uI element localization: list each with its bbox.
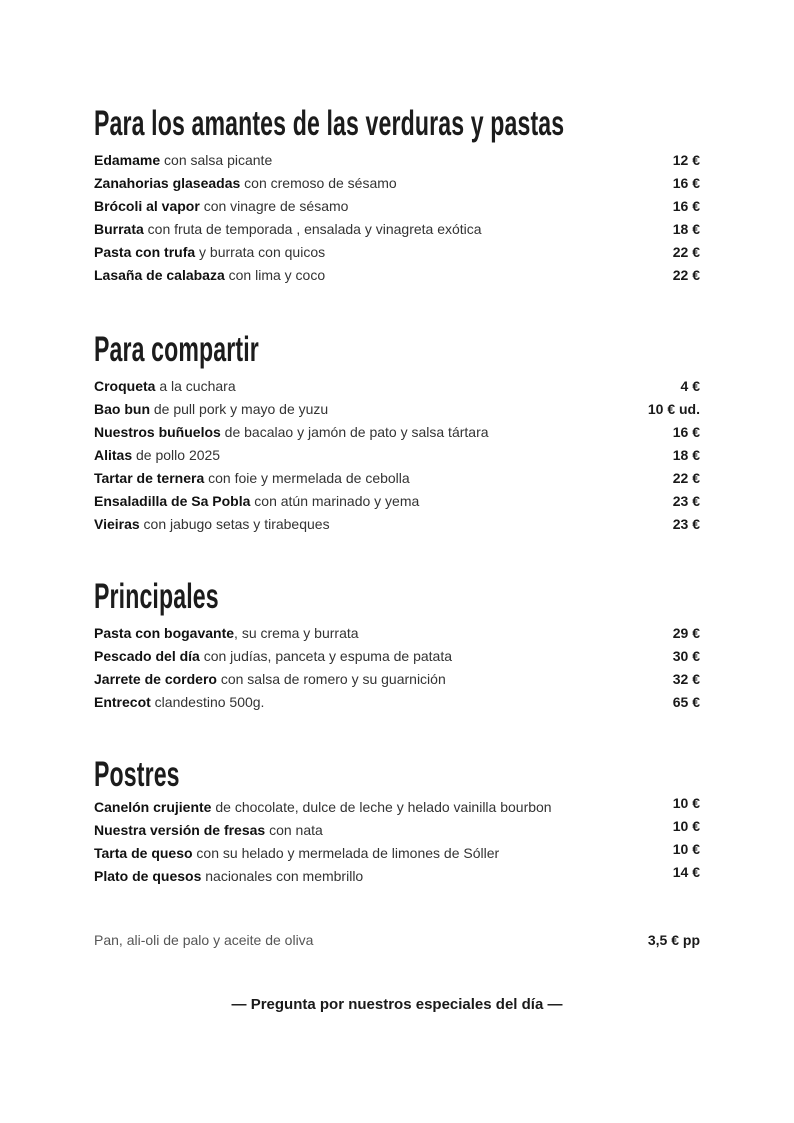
- item-name: Entrecot: [94, 693, 151, 710]
- item-name: Ensaladilla de Sa Pobla: [94, 492, 251, 509]
- section-para-compartir: [94, 330, 700, 535]
- item-price: 29 €: [672, 624, 700, 641]
- menu-item: [94, 374, 700, 397]
- item-name: Nuestros buñuelos: [94, 423, 221, 440]
- item-name: Brócoli al vapor: [94, 197, 200, 214]
- section-principales: [94, 577, 700, 713]
- section-title: Principales: [94, 577, 219, 616]
- menu-item: [94, 194, 700, 217]
- item-description: clandestino 500g.: [150, 693, 265, 710]
- item-text: [94, 799, 552, 815]
- item-text: [94, 470, 410, 486]
- item-list: [94, 148, 700, 286]
- item-price: 30 €: [672, 647, 700, 664]
- section-postres: [94, 755, 700, 891]
- item-name: Vieiras: [94, 515, 140, 532]
- menu-item: [94, 240, 700, 263]
- item-description: y burrata con quicos: [195, 243, 326, 260]
- item-text: [94, 845, 499, 861]
- item-description: , su crema y burrata: [234, 624, 359, 641]
- menu-item: [94, 864, 700, 891]
- item-name: Pasta con bogavante: [94, 624, 235, 641]
- menu-item: [94, 512, 700, 535]
- section-title: Para compartir: [94, 330, 259, 369]
- item-text: [94, 648, 452, 664]
- item-text: [94, 152, 272, 168]
- item-description: de pollo 2025: [132, 446, 221, 463]
- item-text: [94, 401, 328, 417]
- item-name: Pescado del día: [94, 647, 200, 664]
- menu-item: [94, 397, 700, 420]
- item-text: [94, 424, 489, 440]
- item-list: [94, 621, 700, 713]
- item-description: con lima y coco: [224, 266, 326, 283]
- item-price: 10 €: [672, 795, 700, 811]
- menu-item: [94, 489, 700, 512]
- section-title: Postres: [94, 755, 180, 794]
- item-price: 16 €: [672, 423, 700, 440]
- item-name: Nuestra versión de fresas: [94, 822, 266, 838]
- item-description: con jabugo setas y tirabeques: [139, 515, 330, 532]
- item-list: [94, 374, 700, 535]
- item-price: 23 €: [672, 492, 700, 509]
- bread-price: 3,5 € pp: [647, 932, 700, 948]
- menu-item: [94, 466, 700, 489]
- item-name: Alitas: [94, 446, 133, 463]
- menu-item: [94, 171, 700, 194]
- specials-note: — Pregunta por nuestros especiales del día —: [231, 996, 563, 1013]
- item-text: [94, 378, 236, 394]
- item-name: Bao bun: [94, 400, 150, 417]
- item-text: [94, 244, 325, 260]
- item-price: 22 €: [672, 469, 700, 486]
- item-text: [94, 671, 446, 687]
- section-verduras-pastas: [94, 104, 700, 286]
- item-text: [94, 516, 330, 532]
- item-price: 16 €: [672, 174, 700, 191]
- item-name: Tarta de queso: [94, 845, 193, 861]
- item-description: con salsa de romero y su guarnición: [216, 670, 446, 687]
- menu-item: [94, 420, 700, 443]
- item-text: [94, 868, 363, 884]
- item-name: Zanahorias glaseadas: [94, 174, 241, 191]
- item-price: 10 € ud.: [647, 400, 700, 417]
- item-price: 12 €: [672, 151, 700, 168]
- item-list: [94, 795, 700, 891]
- item-description: de bacalao y jamón de pato y salsa tártara: [220, 423, 489, 440]
- item-description: de pull pork y mayo de yuzu: [150, 400, 329, 417]
- item-description: de chocolate, dulce de leche y helado vainilla bourbon: [211, 799, 552, 815]
- item-description: con foie y mermelada de cebolla: [204, 469, 410, 486]
- item-name: Canelón crujiente: [94, 799, 212, 815]
- menu-item: [94, 667, 700, 690]
- menu-item: [94, 621, 700, 644]
- menu-item: [94, 818, 700, 845]
- item-name: Lasaña de calabaza: [94, 266, 225, 283]
- item-price: 10 €: [672, 841, 700, 857]
- item-name: Tartar de ternera: [94, 469, 205, 486]
- item-price: 32 €: [672, 670, 700, 687]
- menu-item: [94, 841, 700, 868]
- item-description: con cremoso de sésamo: [240, 174, 397, 191]
- item-name: Burrata: [94, 220, 144, 237]
- item-name: Plato de quesos: [94, 868, 202, 884]
- menu-item: [94, 644, 700, 667]
- item-price: 23 €: [672, 515, 700, 532]
- item-text: [94, 694, 264, 710]
- item-description: con nata: [265, 822, 323, 838]
- item-description: con judías, panceta y espuma de patata: [199, 647, 452, 664]
- menu-item: [94, 148, 700, 171]
- item-name: Croqueta: [94, 377, 156, 394]
- item-price: 14 €: [672, 864, 700, 880]
- item-name: Pasta con trufa: [94, 243, 196, 260]
- menu-item: [94, 795, 700, 822]
- item-text: [94, 493, 419, 509]
- menu-item: [94, 217, 700, 240]
- item-price: 65 €: [672, 693, 700, 710]
- item-text: [94, 221, 482, 237]
- item-text: [94, 625, 359, 641]
- item-name: Edamame: [94, 151, 161, 168]
- item-price: 22 €: [672, 243, 700, 260]
- item-description: con atún marinado y yema: [250, 492, 420, 509]
- item-price: 18 €: [672, 220, 700, 237]
- item-description: con salsa picante: [160, 151, 273, 168]
- menu-item: [94, 263, 700, 286]
- item-price: 18 €: [672, 446, 700, 463]
- item-price: 22 €: [672, 266, 700, 283]
- item-text: [94, 267, 325, 283]
- item-description: con vinagre de sésamo: [199, 197, 349, 214]
- item-price: 16 €: [672, 197, 700, 214]
- menu-item: [94, 690, 700, 713]
- item-name: Jarrete de cordero: [94, 670, 217, 687]
- item-description: con su helado y mermelada de limones de Sóller: [192, 845, 500, 861]
- item-text: [94, 447, 220, 463]
- item-text: [94, 198, 348, 214]
- item-description: nacionales con membrillo: [201, 868, 364, 884]
- item-price: 4 €: [680, 377, 700, 394]
- menu-item: [94, 443, 700, 466]
- item-price: 10 €: [672, 818, 700, 834]
- section-title: Para los amantes de las verduras y pastas: [94, 104, 565, 143]
- bread-line: [94, 932, 700, 948]
- item-text: [94, 175, 397, 191]
- bread-description: Pan, ali-oli de palo y aceite de oliva: [94, 932, 314, 948]
- item-description: con fruta de temporada , ensalada y vinagreta exótica: [143, 220, 482, 237]
- item-description: a la cuchara: [155, 377, 236, 394]
- item-text: [94, 822, 323, 838]
